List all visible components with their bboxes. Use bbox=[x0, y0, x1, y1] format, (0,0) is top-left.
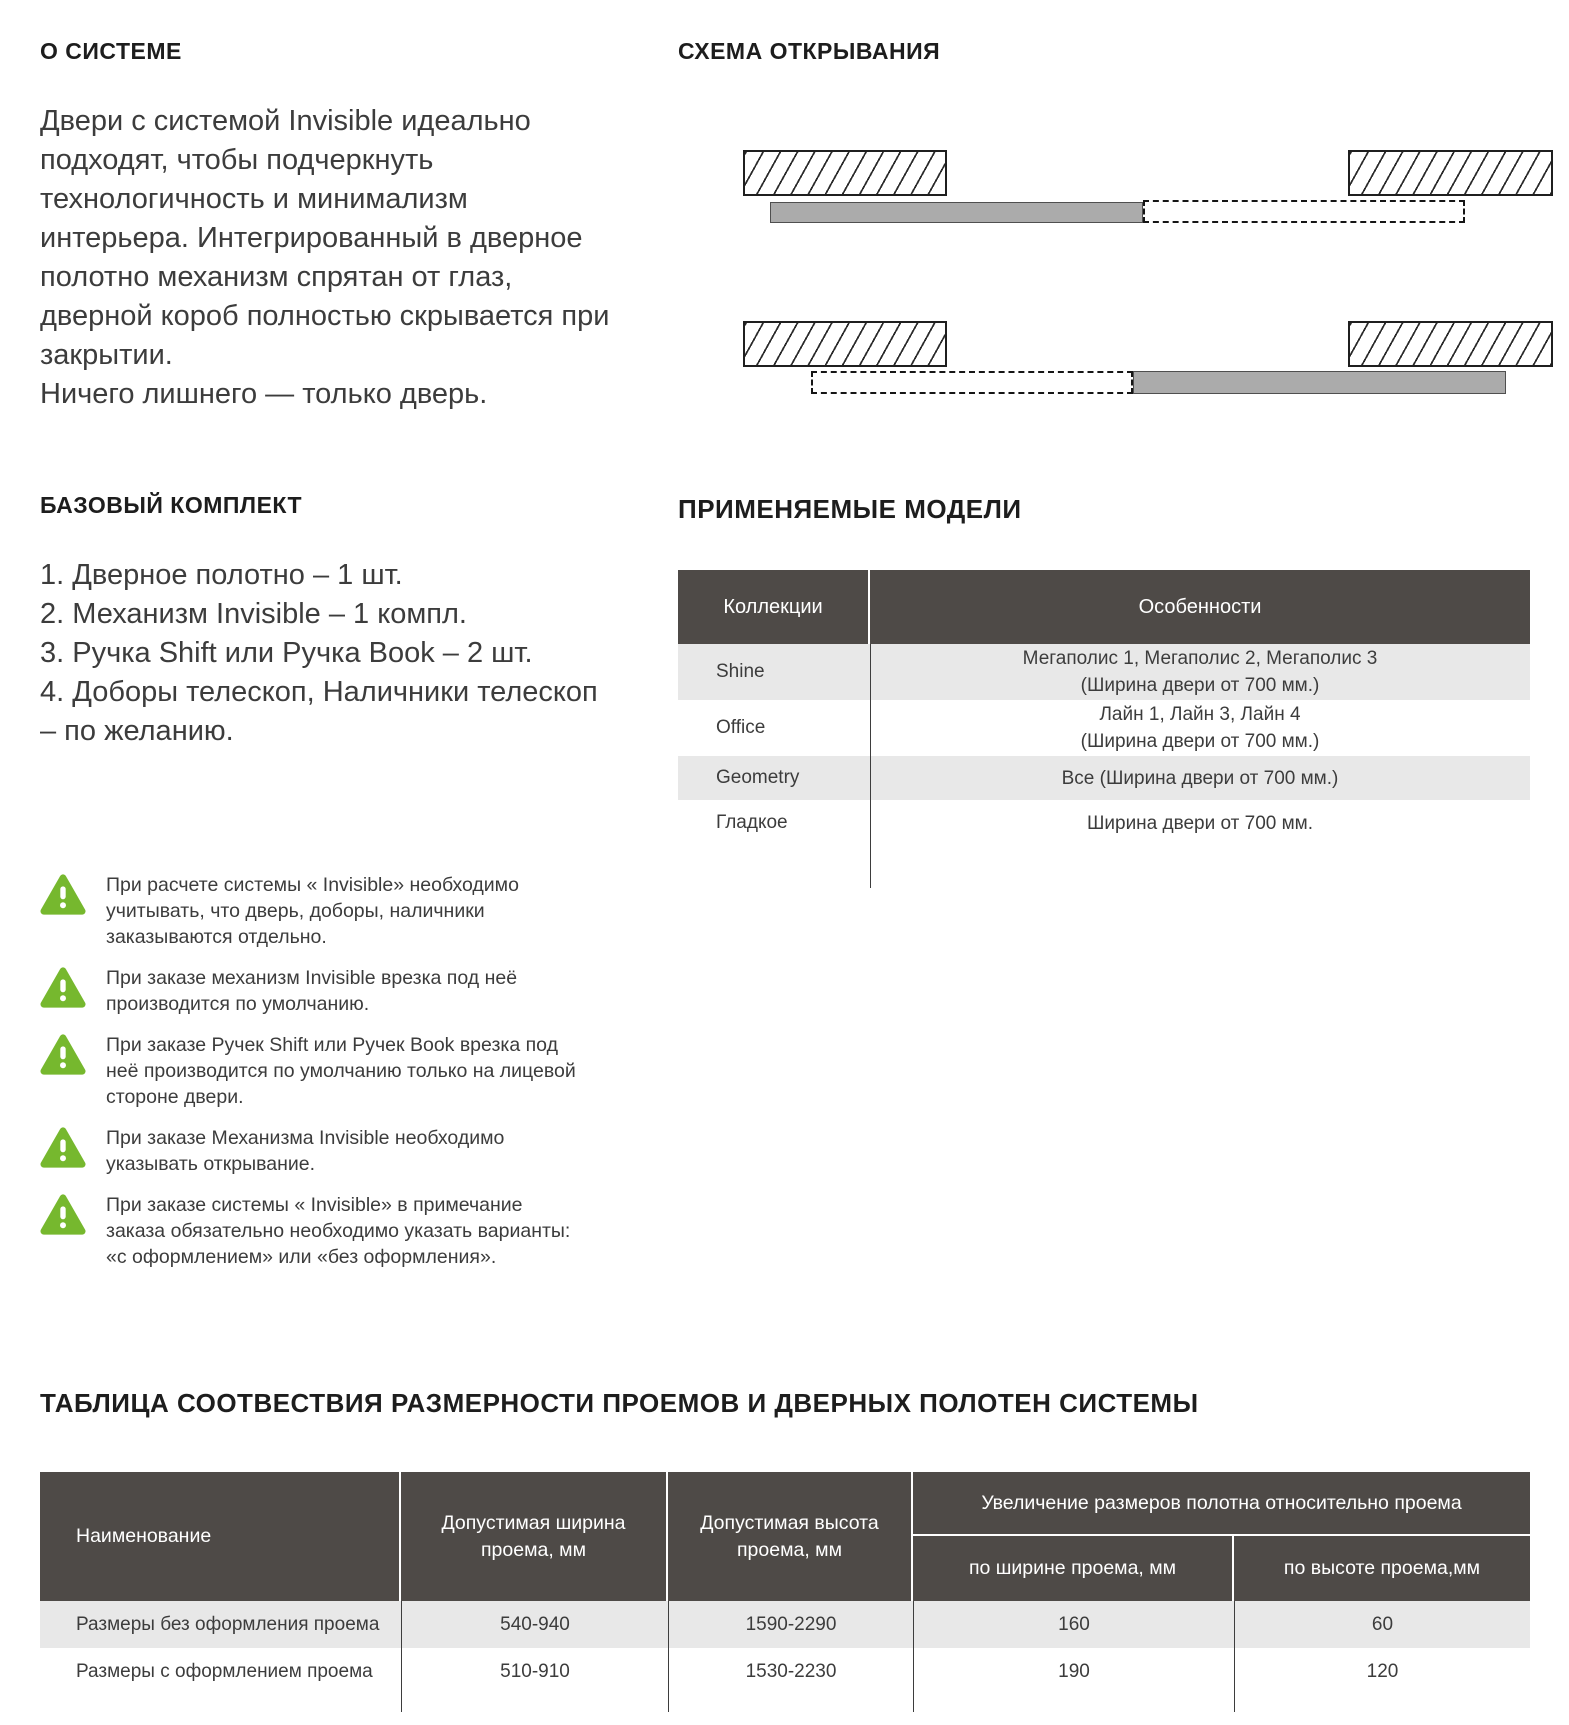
about-paragraph-main: Двери с системой Invisible идеально подходят, чтобы подчеркнуть технологичность и минимализм интерьера. Интегрированный в дверное полотно механизм спрятан от глаз, дверной короб полностью скрывается при закрытии. bbox=[40, 105, 610, 371]
height-cell: 1590-2290 bbox=[668, 1601, 913, 1648]
sizes-table-header bbox=[40, 1472, 1530, 1601]
increase-width-cell: 190 bbox=[913, 1648, 1234, 1695]
sizes-col-increase-group bbox=[913, 1472, 1530, 1601]
door-panel-closed bbox=[770, 202, 1143, 223]
wall-hatch-right bbox=[1348, 150, 1553, 196]
feature-line: Все (Ширина двери от 700 мм.) bbox=[1061, 767, 1339, 789]
warning-icon bbox=[40, 873, 86, 916]
kit-item: 1. Дверное полотно – 1 шт. bbox=[40, 559, 403, 591]
column-divider-line bbox=[913, 1695, 914, 1712]
sizes-col-width-label: Допустимая ширина проема, мм bbox=[441, 1511, 626, 1561]
sizes-col-height-label: Допустимая высота проема, мм bbox=[700, 1511, 879, 1561]
warning-item bbox=[40, 872, 600, 950]
feature-line: Ширина двери от 700 мм. bbox=[1086, 812, 1314, 834]
collection-cell: Office bbox=[716, 717, 766, 738]
warning-item bbox=[40, 965, 600, 1017]
kit-heading: БАЗОВЫЙ КОМПЛЕКТ bbox=[40, 492, 303, 518]
sizes-col-width bbox=[401, 1472, 668, 1601]
sizes-col-name: Наименование bbox=[40, 1472, 401, 1601]
column-divider-line bbox=[1234, 1695, 1235, 1712]
kit-item: 3. Ручка Shift или Ручка Book – 2 шт. bbox=[40, 637, 533, 669]
sizes-col-increase-height: по высоте проема,мм bbox=[1234, 1536, 1530, 1601]
table-row bbox=[40, 1648, 1530, 1695]
features-cell bbox=[870, 800, 1530, 846]
features-cell bbox=[870, 644, 1530, 700]
wall-hatch-left bbox=[743, 321, 947, 367]
scheme-heading: СХЕМА ОТКРЫВАНИЯ bbox=[678, 38, 941, 64]
sizes-col-height bbox=[668, 1472, 913, 1601]
sizes-heading: ТАБЛИЦА СООТВЕСТВИЯ РАЗМЕРНОСТИ ПРОЕМОВ И ДВЕРНЫХ ПОЛОТЕН СИСТЕМЫ bbox=[40, 1388, 1199, 1418]
feature-line: Лайн 1, Лайн 3, Лайн 4 bbox=[1099, 704, 1301, 725]
warning-text: При заказе Механизма Invisible необходимо указывать открывание. bbox=[106, 1127, 505, 1175]
kit-item: 2. Механизм Invisible – 1 компл. bbox=[40, 598, 467, 630]
warnings-list bbox=[40, 872, 600, 1285]
table-row bbox=[40, 1601, 1530, 1648]
column-divider-line bbox=[668, 1695, 669, 1712]
models-col-collections bbox=[678, 570, 870, 644]
feature-line: (Ширина двери от 700 мм.) bbox=[1080, 731, 1320, 752]
models-heading: ПРИМЕНЯЕМЫЕ МОДЕЛИ bbox=[678, 494, 1022, 524]
table-row bbox=[678, 700, 1530, 756]
about-paragraph bbox=[40, 102, 615, 414]
models-table bbox=[678, 570, 1530, 846]
warning-item bbox=[40, 1192, 600, 1270]
table-row bbox=[678, 756, 1530, 800]
warning-icon bbox=[40, 1033, 86, 1076]
wall-hatch-right bbox=[1348, 321, 1553, 367]
sizes-increase-subcolumns bbox=[913, 1536, 1530, 1601]
door-panel-open-outline bbox=[811, 371, 1133, 394]
models-col-features-label: Особенности bbox=[1138, 595, 1262, 618]
kit-list bbox=[40, 556, 615, 751]
sizes-table bbox=[40, 1472, 1530, 1695]
feature-line: (Ширина двери от 700 мм.) bbox=[1080, 675, 1320, 696]
warning-icon bbox=[40, 1193, 86, 1236]
kit-item: 4. Доборы телескоп, Наличники телескоп – по желанию. bbox=[40, 676, 598, 747]
warning-item bbox=[40, 1125, 600, 1177]
models-table-header bbox=[678, 570, 1530, 644]
table-row bbox=[678, 644, 1530, 700]
width-cell: 540-940 bbox=[401, 1601, 668, 1648]
door-panel-closed bbox=[1133, 371, 1506, 394]
name-cell: Размеры с оформлением проема bbox=[76, 1660, 373, 1682]
increase-height-cell: 60 bbox=[1234, 1601, 1530, 1648]
features-cell bbox=[870, 700, 1530, 756]
increase-height-cell: 120 bbox=[1234, 1648, 1530, 1695]
models-col-features bbox=[870, 570, 1530, 644]
warning-text: При заказе Ручек Shift или Ручек Book врезка под неё производится по умолчанию только на лицевой стороне двери. bbox=[106, 1034, 576, 1108]
collection-cell: Гладкое bbox=[716, 812, 788, 833]
column-divider-line bbox=[401, 1695, 402, 1712]
collection-cell: Shine bbox=[716, 661, 765, 682]
width-cell: 510-910 bbox=[401, 1648, 668, 1695]
table-row bbox=[678, 800, 1530, 846]
increase-width-cell: 160 bbox=[913, 1601, 1234, 1648]
name-cell: Размеры без оформления проема bbox=[76, 1613, 380, 1635]
warning-text: При заказе системы « Invisible» в примечание заказа обязательно необходимо указать варианты: «с оформлением» или «без оформления». bbox=[106, 1194, 571, 1268]
feature-line: Мегаполис 1, Мегаполис 2, Мегаполис 3 bbox=[1022, 648, 1378, 669]
models-col-collections-label: Коллекции bbox=[723, 595, 823, 618]
height-cell: 1530-2230 bbox=[668, 1648, 913, 1695]
warning-icon bbox=[40, 1126, 86, 1169]
warning-item bbox=[40, 1032, 600, 1110]
about-heading: О СИСТЕМЕ bbox=[40, 38, 182, 64]
sizes-col-increase-width: по ширине проема, мм bbox=[913, 1536, 1234, 1601]
collection-cell: Geometry bbox=[716, 767, 800, 788]
features-cell bbox=[870, 756, 1530, 800]
column-divider-line bbox=[870, 644, 871, 888]
warning-icon bbox=[40, 966, 86, 1009]
sizes-col-increase-group-label: Увеличение размеров полотна относительно проема bbox=[913, 1472, 1530, 1536]
warning-text: При расчете системы « Invisible» необходимо учитывать, что дверь, доборы, наличники заказываются отдельно. bbox=[106, 874, 519, 948]
wall-hatch-left bbox=[743, 150, 947, 196]
door-panel-open-outline bbox=[1143, 200, 1465, 223]
about-paragraph-last-line: Ничего лишнего — только дверь. bbox=[40, 378, 488, 410]
warning-text: При заказе механизм Invisible врезка под неё производится по умолчанию. bbox=[106, 967, 518, 1015]
